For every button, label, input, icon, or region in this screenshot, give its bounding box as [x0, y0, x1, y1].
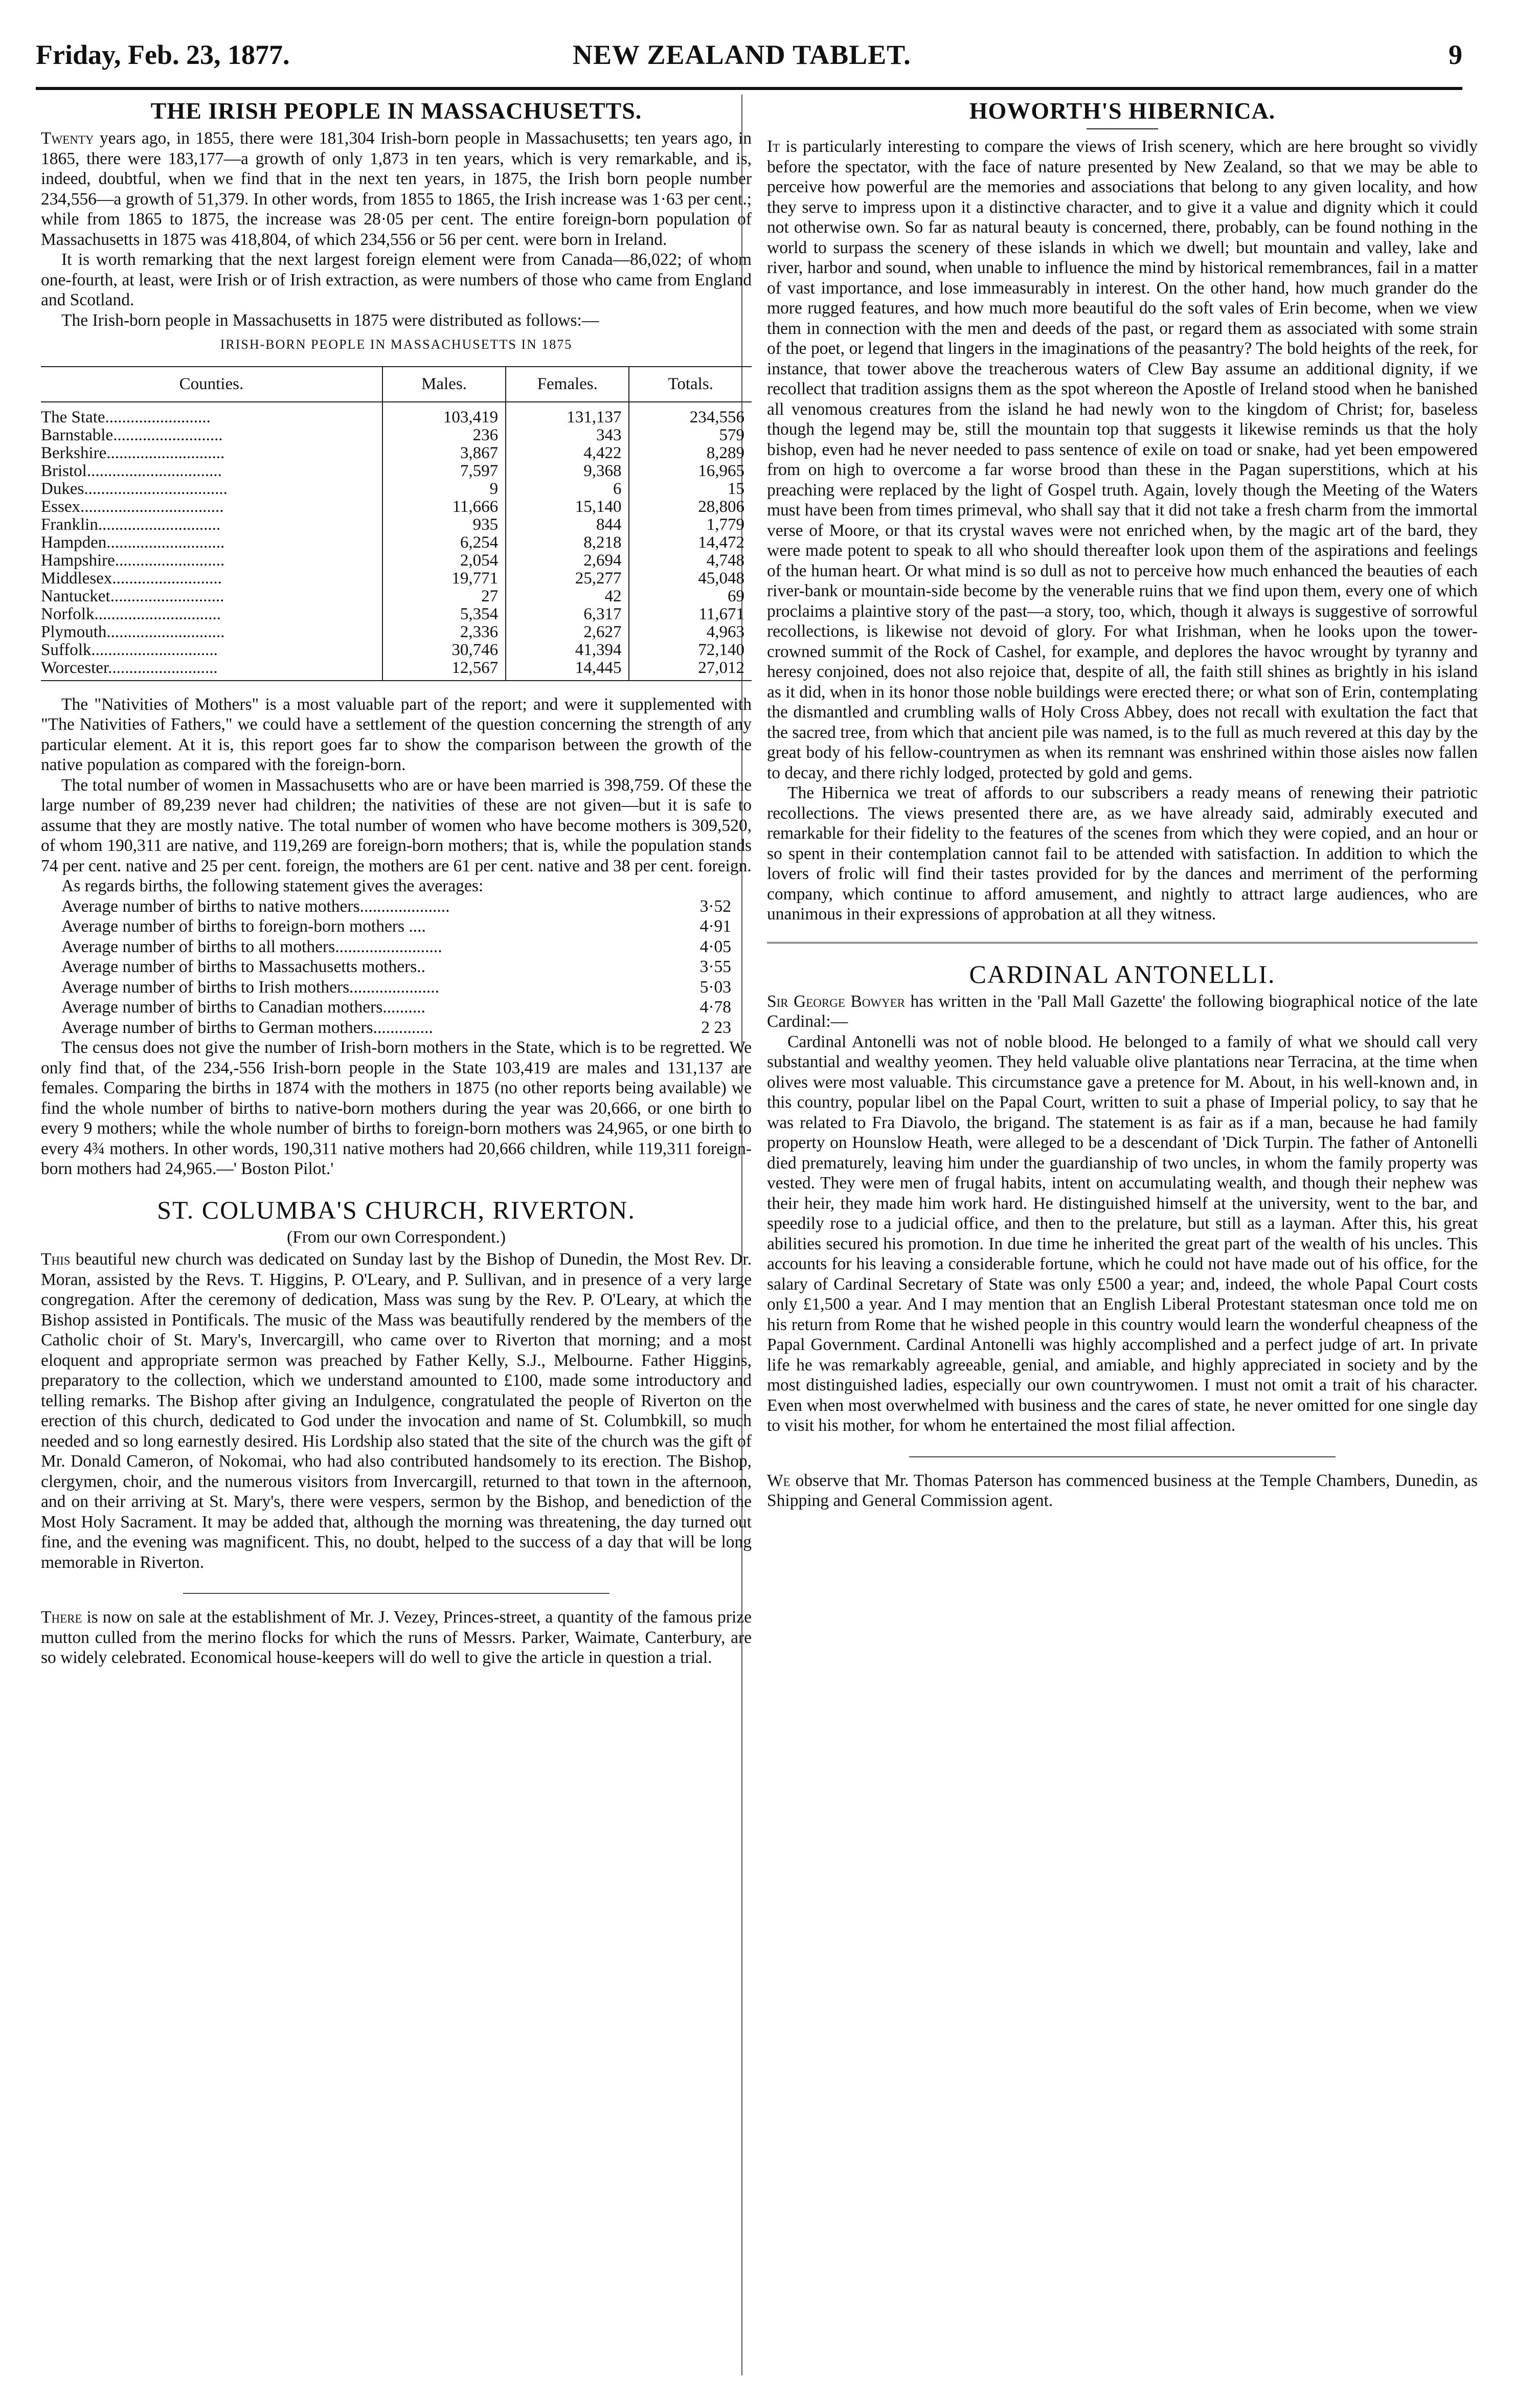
howorth-lead: It	[767, 137, 780, 156]
county-table	[41, 366, 752, 681]
county-name-cell: Hampden............................	[41, 533, 225, 552]
average-row	[61, 1018, 752, 1038]
issue-date: Friday, Feb. 23, 1877.	[36, 39, 290, 70]
county-name-cell: Hampshire..........................	[41, 551, 225, 570]
totals-cell: 4,963	[629, 623, 752, 641]
county-name-cell: Dukes..................................	[41, 479, 228, 498]
page-number: 9	[1449, 39, 1462, 70]
table-row	[41, 402, 752, 426]
males-cell: 19,771	[382, 570, 506, 588]
totals-cell: 69	[629, 588, 752, 605]
masthead	[36, 36, 1462, 90]
county-table-body	[41, 402, 752, 681]
females-cell: 343	[506, 426, 629, 444]
totals-cell: 72,140	[629, 641, 752, 659]
females-cell: 15,140	[506, 498, 629, 516]
table-row	[41, 570, 752, 588]
article-title-antonelli: CARDINAL ANTONELLI.	[969, 959, 1276, 988]
title-ornament-rule	[1087, 128, 1158, 129]
article-title-irish: THE IRISH PEOPLE IN MASSACHUSETTS.	[150, 98, 642, 124]
howorth-p1-text: is particularly interesting to compare the views of Irish scenery, which are here brought so vividly before the spectator, with the face of nature presented by New Zealand, so that we may be able to perceive how powerful are the memories and associations that belong to any given locality, and how they serve to impress upon it a distinctive character, and to give it a value and dignity which it could not otherwise own. So far as natural beauty is concerned, there, probably, can be found nothing in the world to surpass the scenery of these islands in which we dwell; but mountain and valley, lake and river, harbor and sound, when unable to influence the mind by historical remembrances, fail in a matter of vast importance, and lose immeasurably in interest. On the other hand, how much grander do the more rugged features, and how much more beautiful do the soft vales of Erin become, when we view them in connection with the men and deeds of the past, or regard them as associated with some strain of the poet, or legend that lingers in the imaginations of the peasantry? The bold heights of the reek, for instance, that tower above the treacherous waters of Clew Bay assume an additional dignity, if we recollect that tradition assigns them as the spot whereon the Apostle of Ireland stood when he banished all venomous creatures from the island he had newly won to the kingdom of Christ; for, baseless though the legend may be, still the mountain top that suggests it likewise reminds us that the holy bishop, even had he never needed to pass sentence of exile on toad or snake, had yet been empowered from on high to overcome a far worse brood than these in the Pagan superstitions, which at his preaching were replaced by the light of Gospel truth. Again, lovely though the Meeting of the Waters must have been from times primeval, who shall say that it did not take a fresh charm from the immortal verse of Moore, or that its crystal waves were not enriched when, by the magic art of the bard, they were made potent to speak to all who should thereafter look upon them of the aspirations and feelings of the human heart. Or what mind is so dull as not to perceive how much enhanced the beauties of each river-bank or mountain-side become by the venerable ruins that we find upon them, every one of which proclaims a plaintive story of the past—a story, too, which, though it always is suggestive of sorrowful recollections, is likewise not devoid of glory. For what Irishman, when he looks upon the tower-crowned summit of the Rock of Cashel, for example, and deplores the havoc wrought by tyranny and heresy conjoined, does not also rejoice that, despite of all, the faith still shines as brightly in his island as it did, when in its honor those noble buildings were erected there; or what son of Erin, contemplating the dismantled and crumbling walls of Holy Cross Abbey, does not recall with exultation the fact that the sacred tree, from which that ancient pile was named, is to the full as much revered at this day by the great body of his fellow-countrymen as when its remnant was enshrined within those aisles now fallen to decay, and there richly lodged, protected by gold and gems.	[767, 137, 1478, 782]
totals-cell: 4,748	[629, 552, 752, 570]
totals-cell: 45,048	[629, 570, 752, 588]
vezey-lead: There	[41, 1608, 82, 1627]
females-cell: 131,137	[506, 402, 629, 426]
average-label: Average number of births to German mothers..............	[61, 1018, 433, 1037]
average-value: 4·91	[699, 917, 731, 936]
average-row	[61, 916, 752, 937]
howorth-paragraph-1	[767, 137, 1478, 783]
females-cell: 6	[506, 480, 629, 498]
columba-subtitle: (From our own Correspondent.)	[287, 1227, 506, 1247]
females-cell: 8,218	[506, 534, 629, 552]
females-cell: 42	[506, 588, 629, 605]
males-cell: 6,254	[382, 534, 506, 552]
county-name-cell: Franklin.............................	[41, 515, 221, 534]
county-name-cell: Plymouth............................	[41, 622, 225, 641]
county-name-cell: Worcester..........................	[41, 659, 382, 681]
table-row	[41, 534, 752, 552]
males-cell: 103,419	[382, 402, 506, 426]
left-column	[41, 95, 752, 2375]
males-cell: 30,746	[382, 641, 506, 659]
antonelli-lead: Sir George Bowyer	[767, 992, 906, 1011]
columba-paragraph	[41, 1249, 752, 1572]
county-name-cell: The State.........................	[41, 408, 211, 426]
antonelli-paragraph-2: Cardinal Antonelli was not of noble blood. He belonged to a family of what we should call very substantial and wealthy yeomen. They held valuable olive plantations near Terracina, at the time when olives were most valuable. This circumstance gave a pretence for M. About, in his well-known and, in this country, popular libel on the Papal Court, written to suit a phase of Imperial policy, to say that he was related to Fra Diavolo, the brigand. The statement is as fair as if a man, because he had family property on Hounslow Heath, were alleged to be a descendant of 'Dick Turpin. The father of Antonelli died prematurely, leaving him under the guardianship of two uncles, in whom the family property was vested. They were men of frugal habits, intent on accumulating wealth, and though their nephew was their heir, they made him work hard. He distinguished himself at the university, went to the bar, and speedily rose to a judicial office, and then to the prelature, but still as a layman. After this, his great abilities secured his promotion. In due time he inherited the great part of the wealth of his uncles. This accounts for his leaving a considerable fortune, which he could not have made out of his office, for the salary of Cardinal Secretary of State was only £500 a year; and, indeed, the whole Papal Court costs only £1,500 a year. And I may mention that an English Liberal Protestant statesman once told me on his return from Rome that he wished people in this country would learn the wonderful cheapness of the Papal Government. Cardinal Antonelli was highly accomplished and a perfect judge of art. In private life he was remarkably agreeable, genial, and amiable, and highly appreciated in society and by the most distinguished ladies, especially our own countrywomen. I must not omit a trait of his character. Even when most overwhelmed with business and the cares of state, he never omitted for one single day to visit his mother, for whom he entertained the most filial affection.	[767, 1032, 1478, 1435]
males-cell: 12,567	[382, 659, 506, 681]
howorth-paragraph-2: The Hibernica we treat of affords to our subscribers a ready means of renewing their patriotic recollections. The views presented there are, as we have already said, admirably executed and remarkable for their fidelity to the features of the scenes from which they were copied, and an hour or so spent in their contemplation cannot fail to be attended with satisfaction. In addition to which the lovers of frolic will find their tastes provided for by the dances and merriment of the performing company, which continue to afford amusement, and nightly to attract large audiences, who are unanimous in their expressions of approbation at all they witness.	[767, 783, 1478, 924]
county-name-cell: Barnstable..........................	[41, 425, 223, 444]
antonelli-paragraph-1	[767, 992, 1478, 1032]
females-cell: 9,368	[506, 462, 629, 480]
table-row	[41, 444, 752, 462]
separator-rule	[183, 1593, 609, 1594]
col-header-males: Males.	[382, 367, 506, 402]
antonelli-p1-text: has written in the 'Pall Mall Gazette' the following biographical notice of the late Cardinal:—	[767, 992, 1478, 1031]
table-row	[41, 498, 752, 516]
col-header-totals: Totals.	[629, 367, 752, 402]
males-cell: 11,666	[382, 498, 506, 516]
vezey-body: is now on sale at the establishment of Mr. J. Vezey, Princes-street, a quantity of the famous prize mutton culled from the merino flocks for which the runs of Messrs. Parker, Waimate, Canterbury, are so widely celebrated. Economical house-keepers will do well to give the article in question a trial.	[41, 1608, 752, 1667]
males-cell: 236	[382, 426, 506, 444]
average-label: Average number of births to Massachusetts mothers..	[61, 957, 426, 976]
average-value: 4·78	[699, 998, 731, 1017]
table-row	[41, 480, 752, 498]
males-cell: 2,336	[382, 623, 506, 641]
table-row	[41, 552, 752, 570]
average-value: 5·03	[699, 977, 731, 997]
totals-cell: 16,965	[629, 462, 752, 480]
totals-cell: 14,472	[629, 534, 752, 552]
table-row	[41, 641, 752, 659]
county-name-cell: Middlesex..........................	[41, 569, 222, 588]
totals-cell: 8,289	[629, 444, 752, 462]
right-column	[767, 95, 1478, 2375]
totals-cell: 579	[629, 426, 752, 444]
paterson-body: observe that Mr. Thomas Paterson has commenced business at the Temple Chambers, Dunedin, as Shipping and General Commission agent.	[767, 1471, 1478, 1510]
paterson-paragraph	[767, 1471, 1478, 1511]
col-header-counties: Counties.	[41, 367, 382, 402]
males-cell: 9	[382, 480, 506, 498]
irish-paragraph-6: As regards births, the following statement gives the averages:	[61, 876, 484, 895]
separator-double-rule	[767, 942, 1478, 943]
males-cell: 7,597	[382, 462, 506, 480]
table-caption: IRISH-BORN PEOPLE IN MASSACHUSETTS IN 1875	[220, 337, 573, 352]
females-cell: 14,445	[506, 659, 629, 681]
table-row	[41, 426, 752, 444]
columba-lead: This	[41, 1250, 71, 1269]
county-name-cell: Berkshire............................	[41, 443, 225, 462]
county-name-cell: Bristol................................	[41, 461, 222, 480]
females-cell: 844	[506, 516, 629, 534]
totals-cell: 15	[629, 480, 752, 498]
average-row	[61, 977, 752, 998]
irish-paragraph-4: The "Nativities of Mothers" is a most valuable part of the report; and were it supplemented with "The Nativities of Fathers," we could have a settlement of the question concerning the strength of any particular element. At it is, this report goes far to show the comparison between the growth of the native population as compared with the foreign-born.	[41, 694, 752, 774]
article-title-howorth: HOWORTH'S HIBERNICA.	[969, 98, 1276, 124]
vezey-paragraph	[41, 1607, 752, 1668]
males-cell: 3,867	[382, 444, 506, 462]
average-row	[61, 937, 752, 957]
births-averages-list	[61, 896, 752, 1038]
average-row	[61, 957, 752, 977]
average-row	[61, 997, 752, 1018]
county-name-cell: Suffolk..............................	[41, 640, 218, 659]
separator-rule-2	[909, 1456, 1336, 1457]
males-cell: 5,354	[382, 605, 506, 623]
males-cell: 935	[382, 516, 506, 534]
irish-paragraph-5: The total number of women in Massachusetts who are or have been married is 398,759. Of these the large number of 89,239 never had children; the nativities of these are not given—but it is safe to assume that they are mostly native. The total number of women who have become mothers is 309,520, of whom 190,311 are native, and 119,269 are foreign-born mothers; that is, while the population stands 74 per cent. native and 25 per cent. foreign, the mothers are 61 per cent. native and 38 per cent. foreign.	[41, 775, 752, 875]
totals-cell: 1,779	[629, 516, 752, 534]
table-row	[41, 588, 752, 605]
average-row	[61, 896, 752, 917]
totals-cell: 28,806	[629, 498, 752, 516]
females-cell: 41,394	[506, 641, 629, 659]
columba-body: beautiful new church was dedicated on Sunday last by the Bishop of Dunedin, the Most Rev. Dr. Moran, assisted by the Revs. T. Higgins, P. O'Leary, and P. Sullivan, and in presence of a very large congregation. After the ceremony of dedication, Mass was sung by the Rev. P. O'Leary, at which the Bishop assisted in Pontificals. The music of the Mass was beautifully rendered by the members of the Catholic choir of St. Mary's, Invercargill, who came over to Riverton that morning; and a most eloquent and appropriate sermon was preached by Father Kelly, S.J., Melbourne. Father Higgins, preparatory to the collection, which we understand amounted to £100, made some introductory and telling remarks. The Bishop after giving an Indulgence, congratulated the people of Riverton on the erection of this church, dedicated to God under the invocation and name of St. Columbkill, so much needed and so long earnestly desired. His Lordship also stated that the site of the church was the gift of Mr. Donald Cameron, of Nokomai, who had also contributed handsomely to its erection. The Bishop, clergymen, choir, and the numerous visitors from Invercargill, returned to that town in the afternoon, and on their arriving at St. Mary's, there were vespers, sermon by the Bishop, and benediction of the Most Holy Sacrament. It may be added that, although the morning was threatening, the day turned out fine, and the evening was magnificent. This, no doubt, helped to the success of a day that will be long memorable in Riverton.	[41, 1250, 752, 1572]
irish-lead: Twenty	[41, 129, 94, 148]
irish-paragraph-1	[41, 128, 752, 250]
table-row	[41, 623, 752, 641]
col-header-females: Females.	[506, 367, 629, 402]
average-value: 2 23	[701, 1018, 731, 1037]
totals-cell: 11,671	[629, 605, 752, 623]
females-cell: 6,317	[506, 605, 629, 623]
table-row	[41, 659, 752, 681]
females-cell: 25,277	[506, 570, 629, 588]
county-name-cell: Nantucket...........................	[41, 587, 224, 605]
totals-cell: 27,012	[629, 659, 752, 681]
females-cell: 2,694	[506, 552, 629, 570]
average-label: Average number of births to Canadian mothers..........	[61, 998, 426, 1017]
females-cell: 4,422	[506, 444, 629, 462]
average-value: 4·05	[699, 937, 731, 956]
average-label: Average number of births to all mothers.........................	[61, 937, 442, 956]
county-name-cell: Norfolk..............................	[41, 604, 221, 623]
irish-paragraph-7: The census does not give the number of Irish-born mothers in the State, which is to be regretted. We only find that, of the 234,-556 Irish-born people in the State 103,419 are males and 131,137 are females. Comparing the births in 1874 with the mothers in 1875 (no other reports being available) we find the whole number of births to native-born mothers during the year was 20,666, or one birth to every 9 mothers; while the whole number of births to foreign-born mothers was 24,965, or one birth to every 4¾ mothers. In other words, 190,311 native mothers had 20,666 children, while 119,311 foreign-born mothers had 24,965.—' Boston Pilot.'	[41, 1038, 752, 1178]
average-value: 3·55	[699, 957, 731, 976]
irish-paragraph-3: The Irish-born people in Massachusetts in 1875 were distributed as follows:—	[61, 310, 599, 330]
table-row	[41, 605, 752, 623]
males-cell: 2,054	[382, 552, 506, 570]
article-title-columba: ST. COLUMBA'S CHURCH, RIVERTON.	[157, 1195, 636, 1224]
table-row	[41, 462, 752, 480]
average-value: 3·52	[699, 896, 731, 916]
paper-title: NEW ZEALAND TABLET.	[573, 39, 911, 70]
paterson-lead: We	[767, 1471, 790, 1490]
females-cell: 2,627	[506, 623, 629, 641]
county-name-cell: Essex..................................	[41, 497, 224, 516]
males-cell: 27	[382, 588, 506, 605]
irish-paragraph-2: It is worth remarking that the next largest foreign element were from Canada—86,022; of whom one-fourth, at least, were Irish or of Irish extraction, as were numbers of those who came from England and Scotland.	[41, 250, 752, 309]
totals-cell: 234,556	[629, 402, 752, 426]
table-row	[41, 516, 752, 534]
average-label: Average number of births to native mothers.....................	[61, 896, 450, 916]
average-label: Average number of births to foreign-born mothers ....	[61, 917, 426, 936]
average-label: Average number of births to Irish mothers.....................	[61, 977, 440, 997]
irish-p1-text: years ago, in 1855, there were 181,304 Irish-born people in Massachusetts; ten years ago, in 1865, there were 183,177—a growth of only 1,873 in ten years, which is very remarkable, and is, indeed, doubtful, when we find that in the next ten years, in 1875, the Irish born people number 234,556—a growth of 51,379. In other words, from 1855 to 1865, the Irish increase was 1·63 per cent.; while from 1865 to 1875, the increase was 28·05 per cent. The entire foreign-born population of Massachusetts in 1875 was 418,804, of which 234,556 or 56 per cent. were born in Ireland.	[41, 129, 752, 249]
